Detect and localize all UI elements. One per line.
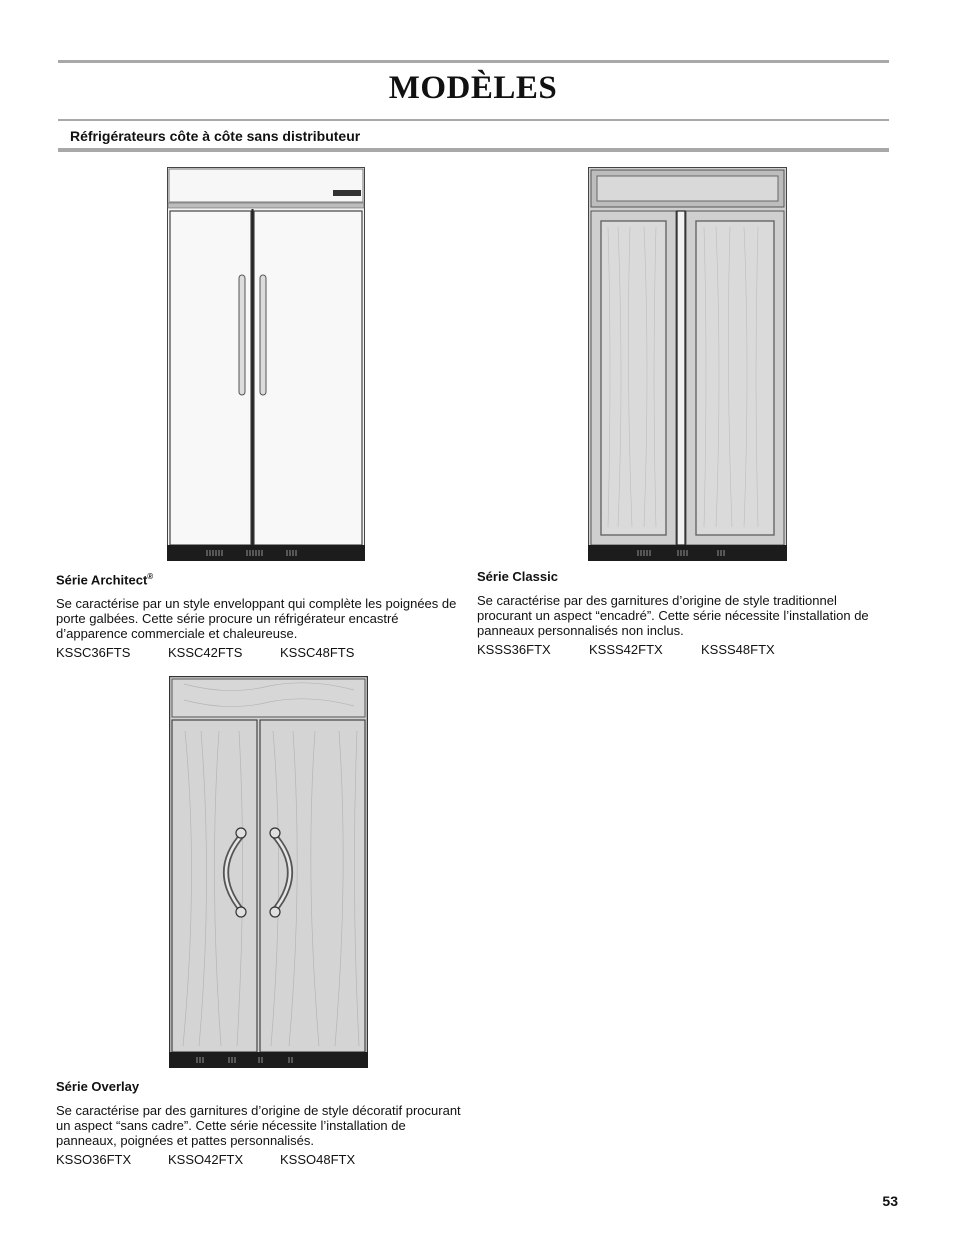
fridge-classic-image — [588, 167, 787, 561]
page-number: 53 — [882, 1193, 898, 1209]
registered-mark: ® — [147, 572, 154, 581]
classic-series-description: Se caractérise par des garnitures d’origine de style traditionnel procurant un aspect “encadré”. Cette série nécessite l’installation de panneaux personnalisés non inclus. — [477, 593, 869, 638]
model-number: KSSO36FTX — [56, 1152, 132, 1167]
top-rule — [58, 60, 889, 63]
section-title: Réfrigérateurs côte à côte sans distributeur — [70, 128, 361, 144]
page-title: MODÈLES — [388, 70, 558, 106]
architect-series-block — [56, 569, 468, 660]
model-number: KSSO48FTX — [280, 1152, 356, 1167]
model-number: KSSO42FTX — [168, 1152, 244, 1167]
model-number: KSSS36FTX — [477, 642, 551, 657]
overlay-series-block — [56, 1079, 468, 1167]
model-number: KSSS48FTX — [701, 642, 775, 657]
section-rule-top — [58, 119, 889, 121]
model-number: KSSS42FTX — [589, 642, 663, 657]
section-rule-bottom — [58, 148, 889, 152]
model-number: KSSC48FTS — [280, 645, 355, 661]
overlay-series-title: Série Overlay — [56, 1079, 140, 1094]
classic-model-list — [477, 642, 889, 657]
overlay-model-list — [56, 1152, 468, 1167]
fridge-architect-image — [167, 167, 365, 561]
overlay-series-description: Se caractérise par des garnitures d’origine de style décoratif procurant un aspect “sans cadre”. Cette série nécessite l’installation de panneaux, poignées et pattes personnalisés. — [56, 1103, 461, 1148]
architect-series-description: Se caractérise par un style enveloppant qui complète les poignées de porte galbées. Cette série procure un réfrigérateur encastré d’apparence commerciale et chaleureuse. — [56, 596, 457, 642]
architect-series-name: Série Architect — [56, 572, 148, 588]
model-number: KSSC42FTS — [168, 645, 243, 661]
fridge-overlay-image — [169, 676, 368, 1068]
classic-series-block — [477, 569, 889, 657]
architect-series-title — [56, 569, 468, 587]
classic-series-title: Série Classic — [477, 569, 558, 584]
model-number: KSSC36FTS — [56, 645, 131, 661]
architect-model-list — [56, 645, 468, 660]
